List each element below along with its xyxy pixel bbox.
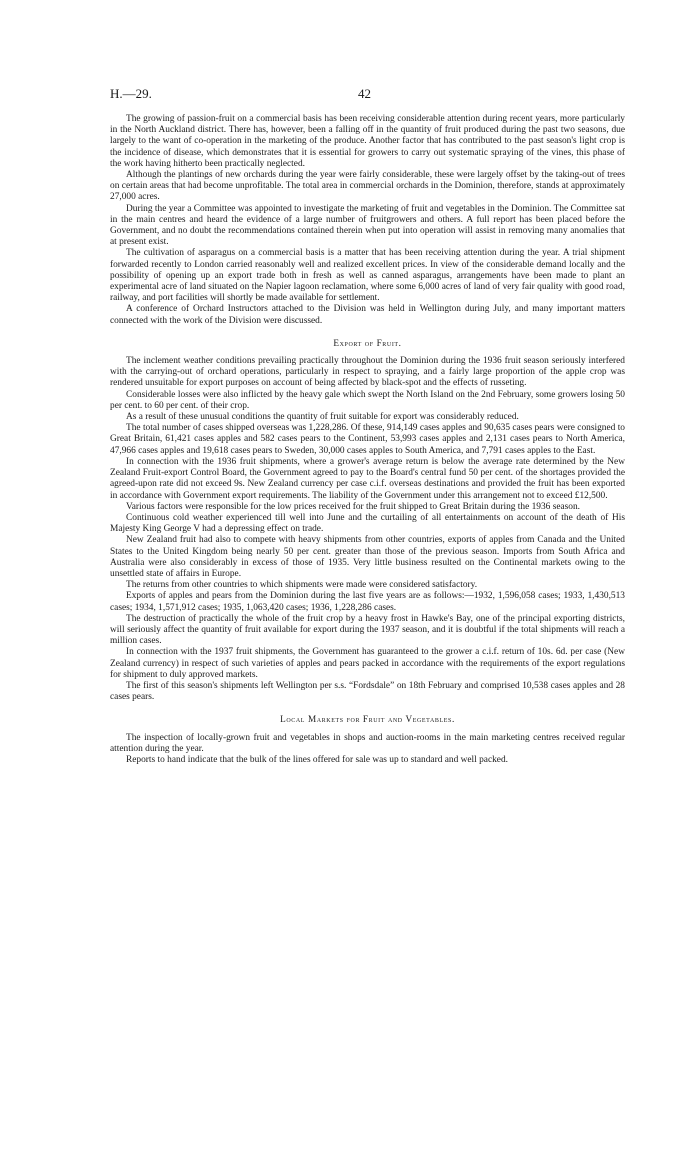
document-body <box>110 114 625 766</box>
document-reference: H.—29. <box>110 86 152 101</box>
paragraph: The destruction of practically the whole of the fruit crop by a heavy frost in Hawke's Bay, one of the principal exporting districts, will seriously affect the quantity of fruit available for export during the 1937 season, and it is doubtful if the total shipments will reach a million cases. <box>110 613 625 647</box>
paragraph: Continuous cold weather experienced till well into June and the curtailing of all entertainments on account of the death of His Majesty King George V had a depressing effect on trade. <box>110 512 625 535</box>
paragraph: Exports of apples and pears from the Dominion during the last five years are as follows:—1932, 1,596,058 cases; 1933, 1,430,513 cases; 1934, 1,571,912 cases; 1935, 1,063,420 cases; 1936, 1,228,286 cases. <box>110 591 625 613</box>
paragraph: The inspection of locally-grown fruit and vegetables in shops and auction-rooms in the main marketing centres received regular attention during the year. <box>110 732 625 754</box>
page-number: 42 <box>358 86 371 101</box>
section-heading: Export of Fruit. <box>333 337 402 348</box>
paragraph: The inclement weather conditions prevailing practically throughout the Dominion during the 1936 fruit season seriously interfered with the carrying-out of orchard operations, particularly in respect to spraying, and a fairly large proportion of the apple crop was rendered unsuitable for export purposes on account of being affected by black-spot and the effects of russeting. <box>110 356 625 389</box>
paragraph: Various factors were responsible for the low prices received for the fruit shipped to Great Britain during the 1936 season. <box>126 501 581 512</box>
paragraph: The cultivation of asparagus on a commercial basis is a matter that has been receiving attention during the year. A trial shipment forwarded recently to London carried reasonably well and realized excellent prices. In view of the considerable demand locally and the possibility of opening up an export trade both in fresh as well as canned asparagus, arrangements have been made to plant an experimental acre of land situated on the Napier lagoon reclamation, where some 6,000 acres of land of very fair quality with good road, railway, and port facilities will shortly be made available for settlement. <box>110 248 625 304</box>
paragraph: As a result of these unusual conditions the quantity of fruit suitable for export was considerably reduced. <box>126 412 519 423</box>
paragraph: Considerable losses were also inflicted by the heavy gale which swept the North Island on the 2nd February, some growers losing 50 per cent. to 60 per cent. of their crop. <box>110 389 625 411</box>
paragraph: The growing of passion-fruit on a commercial basis has been receiving considerable attention during recent years, more particularly in the North Auckland district. There has, however, been a falling off in the quantity of fruit produced during the past two seasons, due largely to the want of co-operation in the marketing of the produce. Another factor that has contributed to the past season's light crop is the incidence of disease, which demonstrates that it is essential for growers to carry out systematic spraying of the vines, this phase of the work having hitherto been practically neglected. <box>110 114 625 169</box>
paragraph: New Zealand fruit had also to compete with heavy shipments from other countries, exports of apples from Canada and the United States to the United Kingdom being nearly 50 per cent. greater than those of the previous season. Imports from South Africa and Australia were also considerably in excess of those of 1935. Very little business resulted on the Continental markets owing to the unsettled state of affairs in Europe. <box>110 535 625 579</box>
paragraph: The total number of cases shipped overseas was 1,228,286. Of these, 914,149 cases apples and 90,635 cases pears were consigned to Great Britain, 61,421 cases apples and 582 cases pears to the Continent, 53,993 cases apples and 2,131 cases pears to North America, 47,966 cases apples and 19,618 cases pears to Sweden, 30,000 cases apples to South America, and 7,791 cases apples to the East. <box>110 423 625 456</box>
paragraph: A conference of Orchard Instructors attached to the Division was held in Wellington during July, and many important matters connected with the work of the Division were discussed. <box>110 304 625 326</box>
paragraph: The returns from other countries to which shipments were made were considered satisfactory. <box>126 580 478 591</box>
page-header <box>110 86 590 106</box>
paragraph: In connection with the 1937 fruit shipments, the Government has guaranteed to the grower a c.i.f. return of 10s. 6d. per case (New Zealand currency) in respect of such varieties of apples and pears packed in accordance with the requirements of the export regulations for shipment to duly approved markets. <box>110 647 625 680</box>
paragraph: In connection with the 1936 fruit shipments, where a grower's average return is below the average rate determined by the New Zealand Fruit-export Control Board, the Government agreed to pay to the Board's central fund 50 per cent. of the shortages provided the agreed-upon rate did not exceed 9s. New Zealand currency per case c.i.f. overseas destinations and provided the fruit has been exported in accordance with Government export requirements. The liability of the Government under this arrangement not to exceed £12,500. <box>110 456 625 501</box>
paragraph: The first of this season's shipments left Wellington per s.s. “Fordsdale” on 18th February and comprised 10,538 cases apples and 28 cases pears. <box>110 680 625 703</box>
section-heading: Local Markets for Fruit and Vegetables. <box>280 714 455 725</box>
paragraph: Reports to hand indicate that the bulk of the lines offered for sale was up to standard and well packed. <box>126 754 509 765</box>
paragraph: During the year a Committee was appointed to investigate the marketing of fruit and vegetables in the Dominion. The Committee sat in the main centres and heard the evidence of a large number of fruitgrowers and others. A full report has been placed before the Government, and no doubt the recommendations contained therein when put into operation will assist in removing many anomalies that at present exist. <box>110 203 625 248</box>
paragraph: Although the plantings of new orchards during the year were fairly considerable, these were largely offset by the taking-out of trees on certain areas that had become unprofitable. The total area in commercial orchards in the Dominion, therefore, stands at approximately 27,000 acres. <box>110 170 625 203</box>
